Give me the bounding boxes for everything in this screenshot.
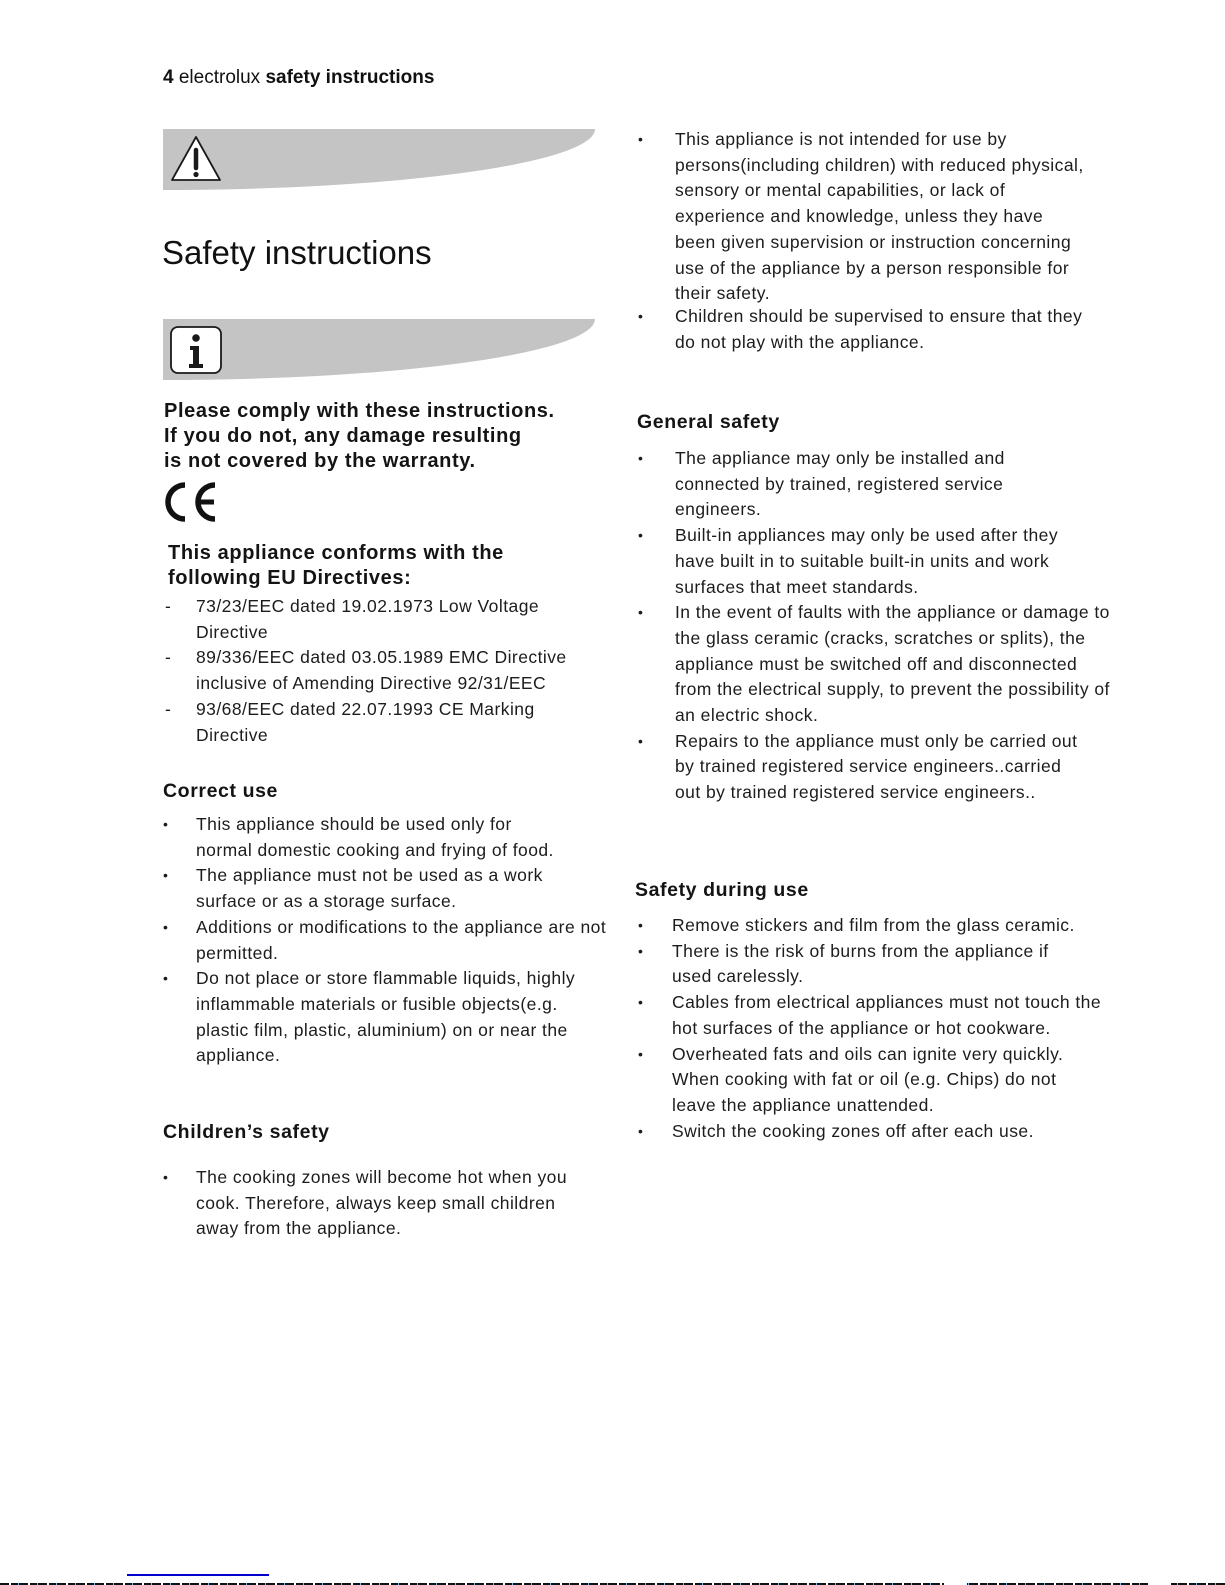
list-item: • Overheated fats and oils can ignite very quickly. When cooking with fat or oil (e.g. Chips) do not leave the appliance unattended.	[638, 1043, 1064, 1115]
warning-banner	[163, 129, 595, 190]
bullet-marker: •	[638, 1045, 644, 1062]
bottom-link-underline	[127, 1574, 269, 1576]
list-item: • Built-in appliances may only be used after they have built in to suitable built-in units and work surfaces that meet standards.	[638, 525, 1059, 597]
childrens-safety-list	[163, 1165, 603, 1242]
directive-item: - 73/23/EEC dated 19.02.1973 Low Voltage Directive	[165, 596, 540, 642]
bullet-marker: •	[638, 994, 644, 1011]
list-item: • Switch the cooking zones off after each use.	[638, 1119, 1072, 1145]
general-safety-list	[638, 446, 1110, 806]
list-item: • Do not place or store flammable liquids, highly inflammable materials or fusible objects(e.g. plastic film, plastic, aluminium) on or near the appliance.	[163, 968, 576, 1066]
warranty-notice	[164, 399, 604, 474]
list-item: • Cables from electrical appliances must not touch the hot surfaces of the appliance or hot cookware.	[638, 992, 1102, 1038]
safety-during-use-list	[638, 913, 1102, 1144]
general-safety-heading: General safety	[637, 411, 780, 433]
directive-item: - 93/68/EEC dated 22.07.1993 CE Marking Directive	[165, 698, 535, 745]
bullet-marker: •	[638, 917, 644, 933]
list-item: • Children should be supervised to ensure that they do not play with the appliance.	[638, 305, 1083, 352]
bullet-marker: •	[163, 970, 169, 987]
list-item: • This appliance is not intended for use by persons(including children) with reduced physical, sensory or mental capabilities, or lack of experience and knowledge, unless they have been given supervision or instruction concerning use of the appliance by a person responsible for their safety.	[638, 129, 1084, 304]
bullet-marker: •	[163, 867, 169, 884]
directives-list	[163, 594, 603, 748]
childrens-safety-heading: Children’s safety	[163, 1121, 330, 1143]
correct-use-heading: Correct use	[163, 780, 278, 802]
bullet-marker: •	[638, 307, 644, 324]
bullet-marker: •	[638, 527, 644, 544]
list-item: • The cooking zones will become hot when you cook. Therefore, always keep small children away from the appliance.	[163, 1167, 568, 1239]
childrens-safety-list-continued	[638, 127, 1084, 355]
dash-marker: -	[165, 698, 172, 719]
list-item: • This appliance should be used only for normal domestic cooking and frying of food.	[163, 814, 554, 860]
bullet-marker: •	[638, 604, 644, 621]
directive-item: - 89/336/EEC dated 03.05.1989 EMC Directive inclusive of Amending Directive 92/31/EEC	[165, 647, 567, 694]
list-item: • Repairs to the appliance must only be carried out by trained registered service engineers..carried out by trained registered service engineers..	[638, 730, 1078, 803]
bullet-marker: •	[638, 450, 644, 466]
bullet-marker: •	[638, 1122, 644, 1139]
list-item: • Remove stickers and film from the glass ceramic.	[638, 913, 1082, 939]
info-banner	[163, 319, 595, 380]
warning-triangle-icon	[169, 134, 223, 184]
notice-line: Please comply with these instructions.	[164, 400, 555, 422]
list-item: • There is the risk of burns from the appliance if used carelessly.	[638, 940, 1049, 987]
directives-heading: This appliance conforms with the following EU Directives:	[168, 542, 504, 589]
dash-marker: -	[165, 596, 172, 616]
running-header	[163, 66, 434, 90]
bullet-marker: •	[638, 942, 644, 959]
safety-during-use-heading: Safety during use	[635, 879, 809, 901]
section-name: safety instructions	[265, 67, 435, 88]
bullet-marker: •	[163, 816, 169, 832]
notice-line: is not covered by the warranty.	[164, 450, 476, 472]
bullet-marker: •	[163, 918, 169, 935]
list-item: • Additions or modifications to the appliance are not permitted.	[163, 916, 607, 963]
bullet-marker: •	[638, 732, 644, 749]
list-item: • The appliance may only be installed and connected by trained, registered service engineers.	[638, 448, 1005, 520]
dash-marker: -	[165, 647, 172, 668]
bullet-marker: •	[163, 1169, 169, 1185]
list-item: • The appliance must not be used as a work surface or as a storage surface.	[163, 865, 543, 912]
correct-use-list	[163, 812, 607, 1069]
page-number: 4	[163, 67, 174, 88]
page-title: Safety instructions	[162, 234, 432, 271]
ce-mark-icon	[163, 480, 221, 524]
list-item: • In the event of faults with the appliance or damage to the glass ceramic (cracks, scratches or splits), the appliance must be switched off and disconnected from the electrical supply, to prevent the possibility of an electric shock.	[638, 602, 1110, 726]
info-icon	[169, 324, 223, 374]
notice-line: If you do not, any damage resulting	[164, 425, 522, 447]
bullet-marker: •	[638, 131, 644, 147]
brand-name: electrolux	[178, 67, 261, 88]
